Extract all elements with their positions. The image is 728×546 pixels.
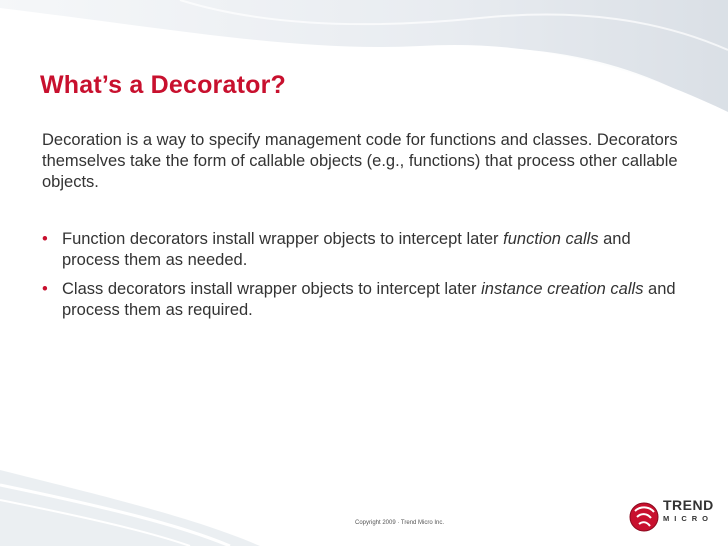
bullet-text-emphasis: function calls	[503, 230, 599, 248]
trend-micro-ball-icon	[629, 502, 659, 532]
bullet-icon: •	[42, 230, 48, 248]
trend-micro-logo	[629, 496, 719, 536]
slide-title: What’s a Decorator?	[40, 71, 286, 99]
bullet-text-after: and process them as needed.	[62, 230, 631, 269]
bullet-text-after: and process them as required.	[62, 280, 676, 319]
intro-paragraph: Decoration is a way to specify management code for functions and classes. Decorators themselves take the form of callable objects (e.g., functions) that process other callable objects.	[42, 131, 678, 191]
bullet-item-function-decorators	[42, 229, 682, 271]
logo-line-micro: MICRO	[663, 514, 713, 523]
bullet-text-before: Function decorators install wrapper objects to intercept later	[62, 230, 504, 248]
bullet-list	[42, 229, 682, 329]
bullet-text-before: Class decorators install wrapper objects to intercept later	[62, 280, 482, 298]
logo-line-trend: TREND	[663, 497, 714, 513]
bullet-item-class-decorators	[42, 279, 682, 321]
logo-wordmark	[663, 498, 714, 525]
bullet-icon: •	[42, 280, 48, 298]
bullet-text-emphasis: instance creation calls	[481, 280, 644, 298]
copyright-footer: Copyright 2009 · Trend Micro Inc.	[355, 520, 445, 526]
